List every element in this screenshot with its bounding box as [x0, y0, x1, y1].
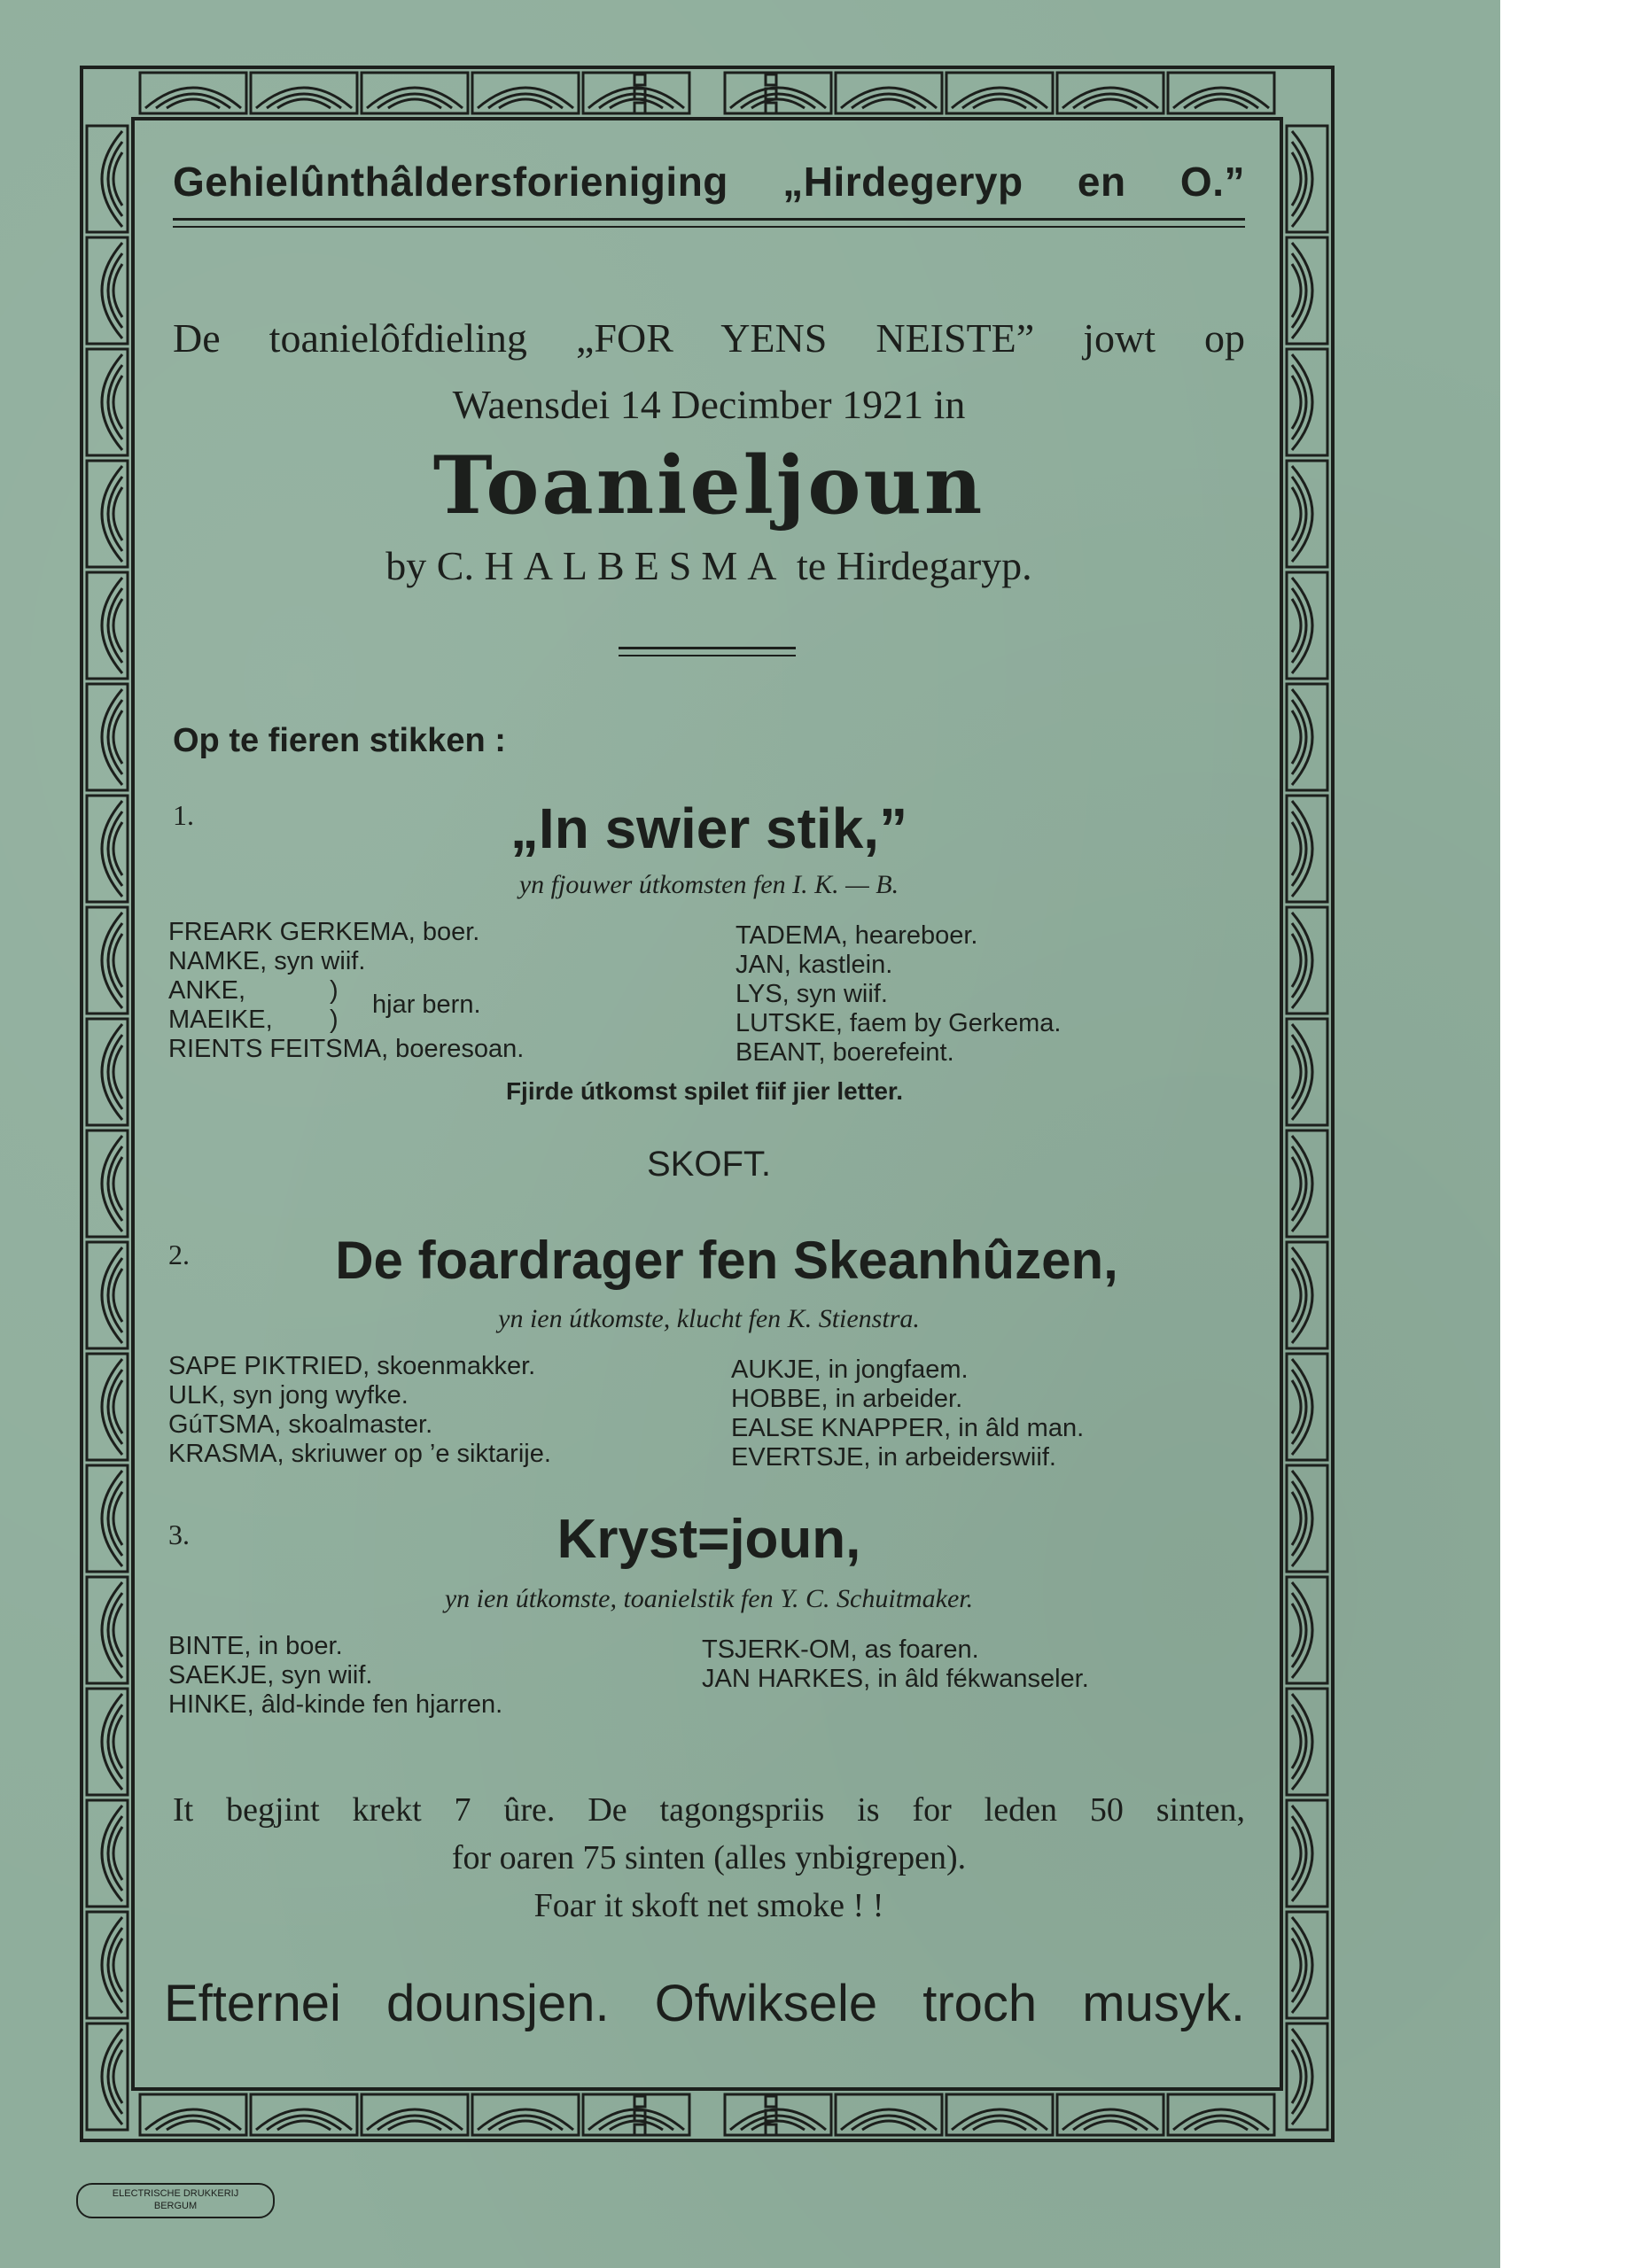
- society-and: en: [1077, 159, 1126, 205]
- info-paragraph: [173, 1786, 1245, 1930]
- cast-member: HINKE, âld-kinde fen hjarren.: [168, 1690, 503, 1719]
- closing-line: [164, 1974, 1245, 2033]
- closing-word: troch: [922, 1975, 1038, 2032]
- intermission-label: SKOFT.: [646, 1145, 772, 1184]
- cast-member: KRASMA, skriuwer op ’e siktarije.: [168, 1440, 551, 1468]
- society-o: O.”: [1179, 159, 1245, 205]
- play-number: 1.: [173, 799, 194, 831]
- cast-member: MAEIKE,: [168, 1006, 273, 1034]
- brace-mark: ): [330, 976, 339, 1005]
- play-note: Fjirde útkomst spilet fiif jier letter.: [505, 1077, 904, 1105]
- info-line-1: [173, 1786, 1245, 1834]
- printer-name: ELECTRISCHE DRUKKERIJ: [112, 2188, 239, 2199]
- info-line-3: Foar it skoft net smoke ! !: [533, 1887, 884, 1924]
- cast-member: ANKE,: [168, 976, 246, 1005]
- intro-line-3: [173, 542, 1245, 589]
- info-word: tagongspriis: [659, 1791, 825, 1829]
- cast-member: BEANT, boerefeint.: [735, 1038, 954, 1067]
- printer-town: BERGUM: [153, 2201, 198, 2211]
- venue-name: HALBESMA: [484, 543, 787, 588]
- brace-mark: ): [330, 1006, 339, 1034]
- cast-member: RIENTS FEITSMA, boeresoan.: [168, 1035, 525, 1063]
- cast-list-right: [731, 1355, 1084, 1472]
- play-number: 2.: [168, 1239, 190, 1270]
- info-word: 50: [1089, 1791, 1124, 1829]
- cast-list-left: [168, 1352, 551, 1469]
- cast-member: EALSE KNAPPER, in âld man.: [731, 1414, 1085, 1442]
- event-title: Toanieljoun: [432, 439, 985, 532]
- info-word: begjint: [226, 1791, 320, 1829]
- play-subtitle: yn fjouwer útkomsten fen I. K. — B.: [518, 870, 899, 899]
- intro-word: De: [173, 315, 221, 361]
- info-word: 7: [454, 1791, 471, 1829]
- intro-word: jowt: [1083, 315, 1156, 361]
- play-title: „In swier stik,”: [510, 796, 908, 860]
- play-subtitle: yn ien útkomste, toanielstik fen Y. C. Schuitmaker.: [444, 1584, 974, 1613]
- cast-member: LUTSKE, faem by Gerkema.: [735, 1009, 1062, 1037]
- center-double-rule: [619, 647, 796, 656]
- info-word: for: [912, 1791, 952, 1829]
- society-heading: [173, 158, 1245, 206]
- cast-member: GúTSMA, skoalmaster.: [168, 1410, 433, 1439]
- brace-label: hjar bern.: [372, 990, 481, 1019]
- program-heading: Op te fieren stikken :: [173, 722, 506, 759]
- info-word: is: [857, 1791, 880, 1829]
- cast-member: BINTE, in boer.: [168, 1632, 343, 1660]
- intro-line-1: [173, 315, 1245, 361]
- cast-brace: [330, 976, 339, 1035]
- info-word: It: [173, 1791, 194, 1829]
- cast-member: SAEKJE, syn wiif.: [168, 1661, 373, 1689]
- society-name: Gehielûnthâldersforieniging: [173, 159, 728, 205]
- closing-word: musyk.: [1082, 1975, 1245, 2032]
- cast-member: EVERTSJE, in arbeiderswiif.: [731, 1443, 1056, 1472]
- cast-member: HOBBE, in arbeider.: [731, 1385, 963, 1413]
- venue-suffix: te Hirdegaryp.: [797, 543, 1032, 588]
- intro-word: „FOR: [575, 315, 673, 361]
- cast-list-right: [735, 921, 1061, 1068]
- info-word: krekt: [352, 1791, 422, 1829]
- printer-mark: [76, 2183, 275, 2218]
- play-number: 3.: [168, 1518, 190, 1550]
- closing-word: Ofwiksele: [654, 1975, 878, 2032]
- info-word: sinten,: [1156, 1791, 1246, 1829]
- intro-word: NEISTE”: [876, 315, 1035, 361]
- intro-word: toanielôfdieling: [269, 315, 527, 361]
- cast-member: SAPE PIKTRIED, skoenmakker.: [168, 1352, 536, 1380]
- cast-member: ULK, syn jong wyfke.: [168, 1381, 409, 1410]
- heading-double-rule: [173, 218, 1245, 228]
- info-word: ûre.: [503, 1791, 556, 1829]
- cast-member: TSJERK-OM, as foaren.: [702, 1635, 979, 1664]
- play-subtitle: yn ien útkomste, klucht fen K. Stienstra.: [498, 1304, 920, 1333]
- closing-word: Efternei: [164, 1975, 341, 2032]
- info-word: leden: [984, 1791, 1057, 1829]
- cast-member: LYS, syn wiif.: [735, 980, 888, 1008]
- cast-list-left: [168, 1632, 502, 1720]
- cast-member: AUKJE, in jongfaem.: [731, 1355, 969, 1384]
- play-title: De foardrager fen Skeanhûzen,: [335, 1231, 1118, 1290]
- intro-word: op: [1204, 315, 1246, 361]
- cast-list-right: [702, 1635, 1089, 1694]
- info-word: De: [588, 1791, 627, 1829]
- cast-member: JAN HARKES, in âld fékwanseler.: [702, 1665, 1089, 1693]
- society-place: „Hirdegeryp: [782, 159, 1023, 205]
- cast-member: TADEMA, heareboer.: [735, 921, 978, 950]
- closing-word: dounsjen.: [386, 1975, 610, 2032]
- cast-member: FREARK GERKEMA, boer.: [168, 918, 480, 946]
- cast-member: NAMKE, syn wiif.: [168, 947, 366, 975]
- play-title: Kryst=joun,: [556, 1509, 861, 1570]
- venue-prefix: by C.: [385, 543, 474, 588]
- intro-word: YENS: [720, 315, 828, 361]
- cast-member: JAN, kastlein.: [735, 951, 893, 979]
- info-line-2: for oaren 75 sinten (alles ynbigrepen).: [451, 1839, 967, 1876]
- intro-line-2: Waensdei 14 Decimber 1921 in: [452, 382, 966, 427]
